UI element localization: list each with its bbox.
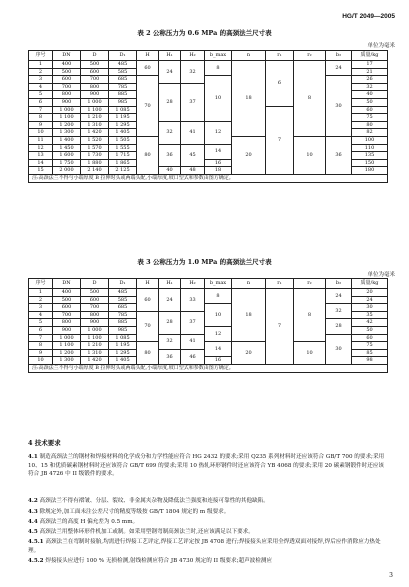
table-cell: 7 [29, 334, 53, 342]
clause-text: 高颈法兰在弯制时接胎,均需进行焊接工艺评定,焊接工艺评定按 JB 4708 进行;焊接接头应采用全焊透双面对接焊,焊后应作消除应力热处理。 [28, 539, 381, 554]
table-cell: 24 [352, 296, 388, 304]
column-header: D₁ [109, 51, 137, 61]
table-cell: 1 450 [53, 144, 81, 152]
table2-unit: 单位为毫米 [367, 43, 395, 49]
table-cell: 15 [29, 167, 53, 175]
table-cell: 1 715 [109, 152, 137, 160]
table-cell: 11 [29, 136, 53, 144]
paragraph-4-4 [28, 518, 387, 527]
column-header: 质量/kg [352, 279, 388, 289]
table-cell: 1 420 [81, 129, 109, 137]
clause-text: 高颈法兰用整体环形件机加工或制。如采用型钢弯制高颈法兰时,还应该满足以下要求。 [39, 529, 254, 535]
table-cell: 400 [53, 289, 81, 297]
clause-number: 4.5.2 [28, 558, 44, 564]
column-header: b₂ [326, 279, 352, 289]
table-cell: 900 [81, 319, 109, 327]
table-cell: 32 [326, 304, 352, 319]
table-cell: 1 880 [81, 159, 109, 167]
table-cell: 485 [109, 289, 137, 297]
table-cell: 7 [266, 289, 294, 365]
table-cell: 33 [181, 289, 205, 312]
column-header: r₂ [294, 279, 326, 289]
column-header: b₂ [326, 51, 352, 61]
table-cell: 10 [29, 357, 53, 365]
table-cell: 41 [181, 121, 205, 144]
table-cell: 685 [109, 304, 137, 312]
table-cell: 2 [29, 296, 53, 304]
table-cell: 8 [294, 289, 326, 342]
table-cell: 1 600 [53, 152, 81, 160]
table2-header-row [29, 51, 388, 61]
column-header: H [137, 279, 159, 289]
table-cell: 24 [159, 61, 181, 84]
paragraph-4-5-2 [28, 557, 387, 566]
table-cell: 3 [29, 76, 53, 84]
table-cell: 1 200 [53, 349, 81, 357]
table-cell: 70 [137, 311, 159, 341]
page-number: 3 [389, 572, 393, 579]
table-cell: 10 [294, 342, 326, 365]
table-cell: 2 [29, 68, 53, 76]
table-cell: 1 000 [53, 334, 81, 342]
table-cell: 1 195 [109, 114, 137, 122]
clause-text: 高颈法兰的高度 H 偏允差为 0.5 mm。 [39, 519, 139, 525]
table-cell: 585 [109, 68, 137, 76]
paragraph-4-5 [28, 528, 387, 537]
table-row [29, 289, 388, 297]
table-row [29, 61, 388, 69]
table-cell: 6 [29, 98, 53, 106]
table-cell: 13 [29, 152, 53, 160]
column-header: r₁ [266, 279, 294, 289]
table-cell: 1 100 [81, 106, 109, 114]
table2-body [29, 61, 388, 183]
column-header: r₂ [294, 51, 326, 61]
table-cell: 885 [109, 319, 137, 327]
table-cell: 32 [352, 83, 388, 91]
table-cell: 100 [352, 136, 388, 144]
table-cell: 41 [181, 334, 205, 349]
table-cell: 10 [29, 129, 53, 137]
clause-number: 4.3 [28, 509, 38, 515]
table-cell: 1 570 [81, 144, 109, 152]
table-cell: 1 295 [109, 121, 137, 129]
table-cell: 1 [29, 61, 53, 69]
table-cell: 1 100 [81, 334, 109, 342]
clause-text: 除规定外,加工面未注公差尺寸的精度等级按 GB/T 1804 规定的 m 级要求。 [39, 509, 230, 515]
table-cell: 785 [109, 83, 137, 91]
column-header: H₁ [159, 279, 181, 289]
column-header: b_max [205, 279, 232, 289]
table-cell: 17 [352, 61, 388, 69]
table-cell: 36 [159, 144, 181, 167]
table-cell: 26 [352, 76, 388, 84]
table-cell: 18 [232, 289, 266, 342]
table-cell: 1 750 [53, 159, 81, 167]
table-cell: 150 [352, 159, 388, 167]
table-row [29, 304, 388, 312]
table-cell: 36 [159, 349, 181, 364]
table-cell: 18 [232, 61, 266, 137]
section-heading: 4 技术要求 [28, 439, 61, 447]
table-cell: 16 [205, 159, 232, 167]
table-cell: 485 [109, 61, 137, 69]
column-header: D₁ [109, 279, 137, 289]
table-cell: 600 [81, 296, 109, 304]
table-cell: 24 [326, 289, 352, 304]
table-cell: 785 [109, 311, 137, 319]
table-cell: 14 [205, 342, 232, 357]
table-cell: 985 [109, 326, 137, 334]
table-cell: 600 [53, 76, 81, 84]
table-cell: 2 000 [53, 167, 81, 175]
paragraph-4-5-1 [28, 538, 387, 555]
table-cell: 80 [137, 136, 159, 174]
table-cell: 82 [352, 129, 388, 137]
table-cell: 1 085 [109, 106, 137, 114]
table-cell: 1 730 [81, 152, 109, 160]
table-cell: 3 [29, 304, 53, 312]
table-cell: 1 505 [109, 136, 137, 144]
table-cell: 85 [352, 349, 388, 357]
table-cell: 1 420 [81, 357, 109, 365]
table-cell: 8 [294, 61, 326, 137]
table-cell: 500 [81, 61, 109, 69]
table-cell: 20 [232, 136, 266, 174]
clause-number: 4.5 [28, 529, 38, 535]
table-cell: 32 [159, 121, 181, 144]
table-cell: 18 [205, 167, 232, 175]
table-cell: 14 [29, 159, 53, 167]
column-header: D [81, 51, 109, 61]
clause-text: 焊接接头应进行 100 % 无损检测,射线检测应符合 JB 4730 规定的 II 级要求;超声波检测应 [45, 558, 273, 564]
table-cell: 5 [29, 319, 53, 327]
table-cell: 1 405 [109, 129, 137, 137]
table2 [28, 50, 388, 183]
table-cell: 1 310 [81, 349, 109, 357]
clause-text: 高颈法兰不得有褶皱、分层、裂纹、非金属夹杂物及降低法兰强度和连接可靠性的其他缺陷。 [39, 498, 269, 504]
column-header: 质量/kg [352, 51, 388, 61]
table-cell: 28 [159, 83, 181, 121]
column-header: n [232, 279, 266, 289]
table-cell: 1 310 [81, 121, 109, 129]
table-cell: 800 [53, 91, 81, 99]
table-cell: 600 [53, 304, 81, 312]
table-cell: 32 [159, 334, 181, 349]
table3-title: 表 3 公称压力为 1.0 MPa 的高颈法兰尺寸表 [137, 258, 272, 266]
table-cell: 45 [181, 144, 205, 167]
column-header: DN [53, 51, 81, 61]
column-header: n [232, 51, 266, 61]
table-cell: 2 140 [81, 167, 109, 175]
table-cell: 37 [181, 311, 205, 334]
table-cell: 8 [29, 114, 53, 122]
table-row [29, 76, 388, 84]
table-cell: 16 [205, 357, 232, 365]
table-cell: 1 100 [53, 114, 81, 122]
column-header: r₁ [266, 51, 294, 61]
table-cell: 12 [205, 326, 232, 341]
table-cell: 60 [137, 61, 159, 76]
paragraph-4-3 [28, 508, 387, 517]
table-cell: 700 [53, 311, 81, 319]
table-cell: 1 865 [109, 159, 137, 167]
table-cell: 30 [352, 304, 388, 312]
table-cell: 8 [29, 342, 53, 350]
table-cell: 30 [326, 76, 352, 137]
table-cell: 5 [29, 91, 53, 99]
table-cell: 9 [29, 121, 53, 129]
column-header: H₂ [181, 279, 205, 289]
table-cell: 20 [232, 342, 266, 365]
table-cell: 12 [29, 144, 53, 152]
table-cell: 180 [352, 167, 388, 175]
table-cell: 1 000 [81, 98, 109, 106]
table-cell: 800 [81, 311, 109, 319]
table3 [28, 278, 388, 373]
table-cell: 42 [352, 319, 388, 327]
table-cell: 60 [352, 334, 388, 342]
clause-number: 4.4 [28, 519, 38, 525]
table-cell: 35 [352, 311, 388, 319]
table-cell: 985 [109, 98, 137, 106]
table-cell: 28 [159, 311, 181, 334]
column-header: H [137, 51, 159, 61]
table-cell: 10 [205, 76, 232, 122]
table-cell: 7 [29, 106, 53, 114]
table-cell: 800 [53, 319, 81, 327]
table-cell: 900 [81, 91, 109, 99]
table-cell: 700 [81, 304, 109, 312]
table-cell: 70 [137, 76, 159, 137]
table-cell: 46 [181, 349, 205, 364]
table-cell: 1 300 [53, 357, 81, 365]
table-cell: 1 210 [81, 114, 109, 122]
table-cell: 10 [205, 304, 232, 327]
table-cell: 24 [159, 289, 181, 312]
clause-number: 4.1 [28, 454, 38, 460]
table-cell: 600 [81, 68, 109, 76]
table-cell: 8 [205, 61, 232, 76]
clause-number: 4.5.1 [28, 539, 44, 545]
table-cell: 1 000 [53, 106, 81, 114]
column-header: H₂ [181, 51, 205, 61]
table-cell: 4 [29, 83, 53, 91]
table-cell: 21 [352, 68, 388, 76]
table-cell: 500 [53, 68, 81, 76]
table-cell: 37 [181, 83, 205, 121]
table-cell: 885 [109, 91, 137, 99]
table-cell: 48 [181, 167, 205, 175]
table-cell: 7 [266, 106, 294, 174]
table-cell: 30 [326, 334, 352, 364]
table-cell: 1 300 [53, 129, 81, 137]
table-cell: 4 [29, 311, 53, 319]
paragraph-4-1 [28, 453, 387, 479]
table-cell: 50 [352, 98, 388, 106]
column-header: 序号 [29, 279, 53, 289]
table-cell: 400 [53, 61, 81, 69]
table3-body [29, 289, 388, 373]
column-header: DN [53, 279, 81, 289]
table-cell: 500 [81, 289, 109, 297]
column-header: 序号 [29, 51, 53, 61]
table-cell: 110 [352, 144, 388, 152]
table-cell: 900 [53, 326, 81, 334]
table2-title: 表 2 公称压力为 0.6 MPa 的高颈法兰尺寸表 [137, 29, 272, 37]
table-cell: 500 [53, 296, 81, 304]
table-cell: 1 195 [109, 342, 137, 350]
table-cell: 80 [137, 342, 159, 365]
table-cell: 10 [294, 136, 326, 174]
table-cell: 28 [326, 319, 352, 334]
paragraph-4-2 [28, 497, 387, 506]
table-cell: 80 [352, 121, 388, 129]
table-cell: 32 [181, 61, 205, 84]
table-cell: 700 [53, 83, 81, 91]
table-cell: 1 405 [109, 357, 137, 365]
table-cell: 75 [352, 114, 388, 122]
table-cell: 60 [352, 106, 388, 114]
table-cell: 14 [205, 144, 232, 159]
table-cell: 36 [326, 136, 352, 174]
table-cell: 585 [109, 296, 137, 304]
table-cell: 1 200 [53, 121, 81, 129]
table-cell: 1 100 [53, 342, 81, 350]
column-header: D [81, 279, 109, 289]
standard-code: HG/T 2049—2005 [342, 13, 395, 20]
column-header: b_max [205, 51, 232, 61]
table-cell: 50 [352, 326, 388, 334]
column-header: H₁ [159, 51, 181, 61]
table-cell: 24 [326, 61, 352, 76]
table-cell: 1 000 [81, 326, 109, 334]
table-cell: 1 520 [81, 136, 109, 144]
table-cell: 75 [352, 342, 388, 350]
table-note: 注:高颈法兰不得与小端厚度 B 拉伸时头或两端头配,小端厚度,坡口型式和参数由图方确定。 [29, 174, 388, 182]
table-cell: 6 [266, 61, 294, 107]
table-cell: 1 210 [81, 342, 109, 350]
table-cell: 20 [352, 289, 388, 297]
table3-unit: 单位为毫米 [367, 272, 395, 278]
table-cell: 1 295 [109, 349, 137, 357]
table-cell: 2 125 [109, 167, 137, 175]
table-cell: 1 085 [109, 334, 137, 342]
table-cell: 8 [205, 289, 232, 304]
table-cell: 135 [352, 152, 388, 160]
table-cell: 1 400 [53, 136, 81, 144]
table-cell: 98 [352, 357, 388, 365]
table-cell: 900 [53, 98, 81, 106]
table3-header-row [29, 279, 388, 289]
table-cell: 1 555 [109, 144, 137, 152]
clause-number: 4.2 [28, 498, 38, 504]
table-note: 注:高颈法兰不得与小端厚度 B 拉伸时头或两端头配,小端厚度,坡口型式和参数由图方确定。 [29, 364, 388, 372]
table-cell: 700 [81, 76, 109, 84]
clause-text: 制造高颈法兰的钢材和焊接材料的化学成分和力学性能应符合 HG 2432 的要求;采用 Q235 系列材料时还应该符合 GB/T 700 的要求;采用 10、15 和优质碳素钢材料时还应该符合 GB/T 699 的要求;采用 10 热轧环形钢件时还应该符合 YB 4068 的要求;采用 20 碳素钢锻件时还应该符合 JB 4726 中 II 级锻件的要求。 [28, 454, 385, 477]
table-cell: 6 [29, 326, 53, 334]
table-cell: 40 [352, 91, 388, 99]
table-cell: 800 [81, 83, 109, 91]
table-cell: 685 [109, 76, 137, 84]
table-cell: 40 [159, 167, 181, 175]
table-cell: 60 [137, 289, 159, 312]
table-cell: 9 [29, 349, 53, 357]
table-cell: 1 [29, 289, 53, 297]
table-cell: 12 [205, 121, 232, 144]
